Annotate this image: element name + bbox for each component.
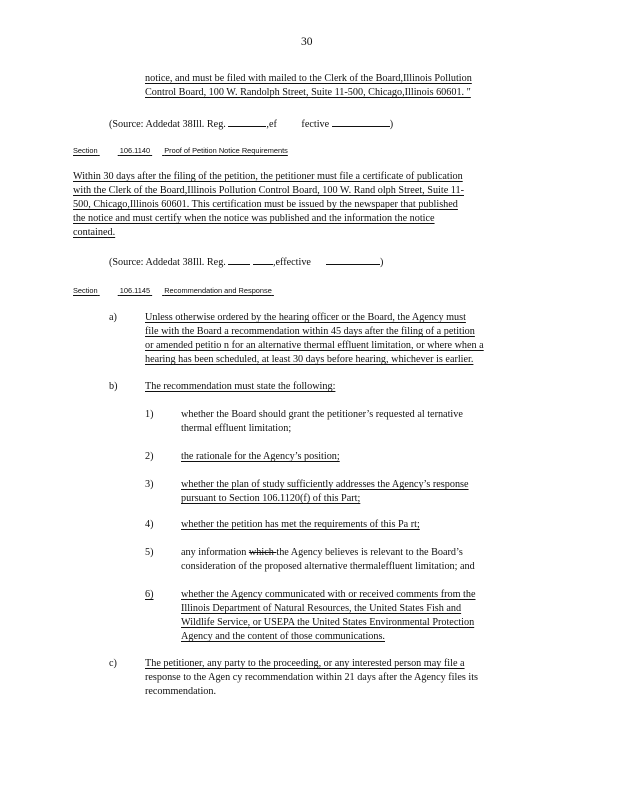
sub-6-line-1: whether the Agency communicated with or received comments from the	[181, 589, 476, 600]
source-end: )	[380, 257, 384, 268]
blank-reg-2	[253, 255, 273, 265]
item-a-line-1: Unless otherwise ordered by the hearing officer or the Board, the Agency must	[145, 312, 466, 323]
item-a-label: a)	[109, 312, 117, 323]
sec1140-line-5: contained.	[73, 227, 116, 238]
section-1145-heading	[73, 284, 296, 297]
item-a-line-2: file with the Board a recommendation within 45 days after the filing of a petition	[145, 326, 475, 337]
source-note-1	[109, 117, 393, 131]
section-id: 106.1140	[119, 146, 151, 155]
sub-1-label: 1)	[145, 409, 154, 420]
sub-1-line-2: thermal effluent limitation;	[181, 423, 292, 434]
sub-5-label: 5)	[145, 547, 154, 558]
section-title: Proof of Petition Notice Requirements	[164, 146, 288, 155]
item-c-line-1-text: The petitioner, any party to the proceeding, or any interested person may file a	[145, 658, 465, 669]
source-end: )	[389, 119, 394, 130]
section-id: 106.1145	[119, 286, 151, 295]
item-c-line-2: response to the Agen cy recommendation within 21 days after the Agency files its	[145, 672, 478, 683]
sub-6-line-3: Wildlife Service, or USEPA the United States Environmental Protection	[181, 617, 475, 628]
source-mid: ,effective	[272, 257, 311, 268]
sub-5-line-1	[181, 546, 463, 559]
section-label: Section	[73, 146, 98, 155]
blank-reg	[228, 117, 266, 127]
sub-5-line-2: consideration of the proposed alternative thermaleffluent limitation; and	[181, 561, 475, 572]
sub-1-line-1: whether the Board should grant the petitioner’s requested al ternative	[181, 409, 463, 420]
blank-eff	[332, 117, 390, 127]
sec1140-line-4: the notice and must certify when the notice was published and the information the notice	[73, 213, 435, 224]
sec1140-line-3: 500, Chicago,Illinois 60601. This certification must be issued by the newspaper that published	[73, 199, 458, 210]
source-label: (Source: Addedat 38Ill. Reg.	[109, 257, 226, 268]
top-line-2: Control Board, 100 W. Randolph Street, Suite 11-500, Chicago,Illinois 60601. "	[145, 87, 471, 98]
item-c-line-1	[145, 657, 465, 670]
sub-6-line-2: Illinois Department of Natural Resources, the United States Fish and	[181, 603, 462, 614]
section-label: Section	[73, 286, 98, 295]
sub-5-strike: which	[248, 547, 277, 558]
sub-3-label: 3)	[145, 479, 154, 490]
section-title: Recommendation and Response	[164, 286, 272, 295]
source-mid: ,ef	[266, 119, 277, 130]
item-b-label: b)	[109, 381, 118, 392]
sub-6-line-4: Agency and the content of those communications.	[181, 631, 385, 642]
sub-2-label: 2)	[145, 451, 154, 462]
sub-4-label: 4)	[145, 519, 154, 530]
sec1140-line-1: Within 30 days after the filing of the petition, the petitioner must file a certificate of publication	[73, 171, 463, 182]
sub-5-pre: any information	[181, 547, 249, 558]
sub-6-label: 6)	[145, 589, 154, 600]
source-eff: fective	[301, 119, 330, 130]
source-label: (Source: Addedat 38Ill. Reg.	[109, 119, 226, 130]
item-a-line-4: hearing has been scheduled, at least 30 days before hearing, whichever is earlier.	[145, 354, 474, 365]
sub-5-post: the Agency believes is relevant to the Board’s	[276, 547, 463, 558]
item-a-line-3: or amended petitio n for an alternative thermal effluent limitation, or where when a	[145, 340, 484, 351]
page-number: 30	[301, 36, 313, 48]
item-c-label: c)	[109, 658, 117, 669]
source-note-2	[109, 255, 383, 269]
item-c-line-3: recommendation.	[145, 686, 217, 697]
top-line-1: notice, and must be filed with mailed to the Clerk of the Board,Illinois Pollution	[145, 73, 472, 84]
sub-3-line-2: pursuant to Section 106.1120(f) of this Part;	[181, 493, 361, 504]
sec1140-line-2: with the Clerk of the Board,Illinois Pollution Control Board, 100 W. Rand olph Street, Suite 11-	[73, 185, 464, 196]
section-1140-heading	[73, 144, 288, 157]
sub-3-line-1: whether the plan of study sufficiently addresses the Agency’s response	[181, 479, 469, 490]
sub-4-line-1: whether the petition has met the requirements of this Pa rt;	[181, 519, 420, 530]
sub-2-line-1: the rationale for the Agency’s position;	[181, 451, 340, 462]
item-b-text: The recommendation must state the following:	[145, 381, 336, 392]
blank-reg	[228, 255, 250, 265]
blank-eff	[326, 255, 380, 265]
